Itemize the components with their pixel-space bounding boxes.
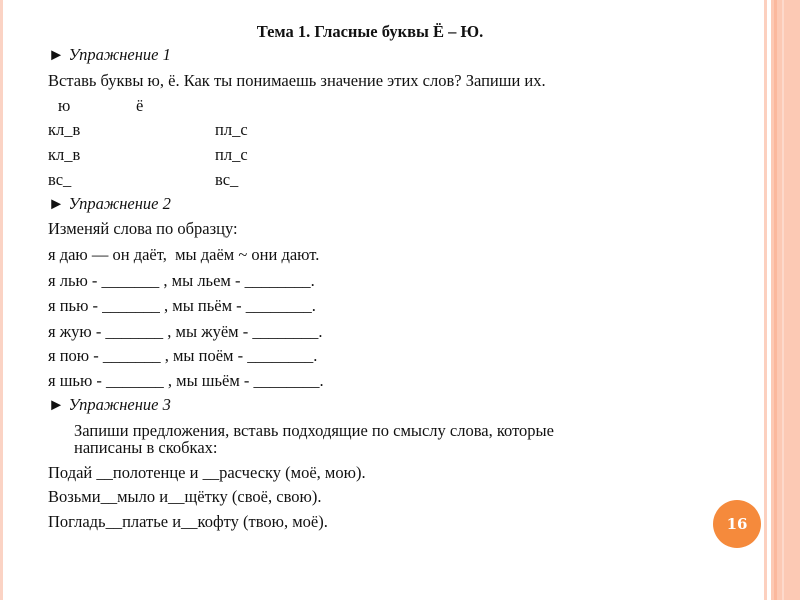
- word: кл_в: [48, 120, 81, 139]
- exercise3-task-line1: Запиши предложения, вставь подходящие по смыслу слова, которые: [74, 421, 554, 440]
- exercise2-line: я жую - _______ , мы жуём - ________.: [48, 322, 323, 341]
- slide-border-left: [0, 0, 3, 600]
- col-header-yu: ю: [58, 96, 71, 115]
- page-number-badge: 16: [713, 500, 761, 548]
- exercise3-line: Возьми__мыло и__щётку (своё, свою).: [48, 487, 322, 506]
- exercise2-heading: ► Упражнение 2: [48, 194, 171, 213]
- exercise2-task: Изменяй слова по образцу:: [48, 219, 238, 238]
- word: пл_с: [215, 145, 248, 164]
- exercise3-heading: ► Упражнение 3: [48, 395, 171, 414]
- exercise2-line: я пою - _______ , мы поём - ________.: [48, 346, 318, 365]
- exercise3-task-line2: написаны в скобках:: [74, 438, 218, 457]
- word-row: [48, 120, 248, 140]
- exercise3-line: Погладь__платье и__кофту (твою, моё).: [48, 512, 328, 531]
- word: вс_: [215, 170, 239, 189]
- word-row: [48, 145, 248, 165]
- slide-title: Тема 1. Гласные буквы Ё – Ю.: [256, 22, 484, 41]
- exercise1-task: Вставь буквы ю, ё. Как ты понимаешь значение этих слов? Запиши их.: [48, 71, 546, 90]
- exercise2-line: я пью - _______ , мы пьём - ________.: [48, 296, 316, 315]
- slide-border-right: [764, 0, 800, 600]
- word: вс_: [48, 170, 72, 189]
- word-row: [48, 170, 239, 190]
- col-header-yo: ё: [136, 96, 144, 115]
- exercise2-line: я шью - _______ , мы шьём - ________.: [48, 371, 324, 390]
- exercise3-line: Подай __полотенце и __расческу (моё, мою).: [48, 463, 366, 482]
- exercise1-heading: ► Упражнение 1: [48, 45, 171, 64]
- word: кл_в: [48, 145, 81, 164]
- exercise2-line: я даю — он даёт, мы даём ~ они дают.: [48, 245, 320, 264]
- word: пл_с: [215, 120, 248, 139]
- exercise2-line: я лью - _______ , мы льем - ________.: [48, 271, 315, 290]
